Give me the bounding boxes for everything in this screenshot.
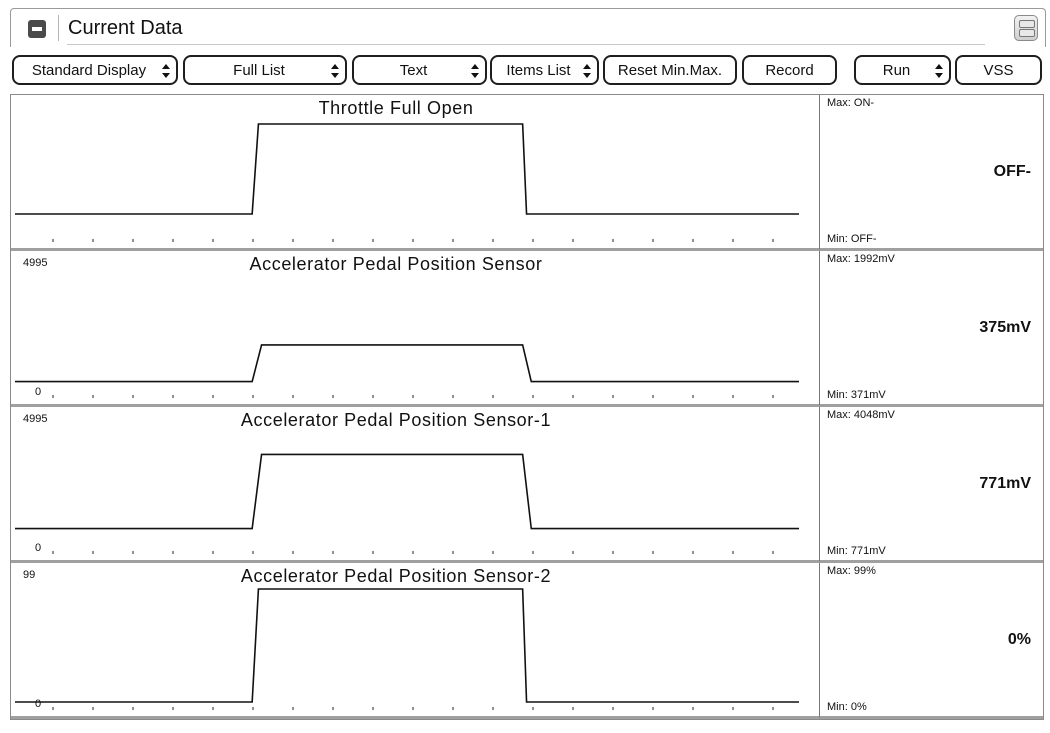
items-list-select[interactable] xyxy=(490,55,599,85)
app-sensor-1-graph xyxy=(11,407,819,563)
layout-toggle-top xyxy=(1019,20,1035,28)
title-bar xyxy=(10,8,1046,47)
reset-minmax-button-label: Reset Min.Max. xyxy=(617,61,723,79)
full-list-select-label: Full List xyxy=(233,61,285,79)
graph-title: Accelerator Pedal Position Sensor-1 xyxy=(240,410,552,430)
app-sensor-graph xyxy=(11,251,819,407)
reset-minmax-button[interactable] xyxy=(603,55,737,85)
app-sensor-1-value-panel xyxy=(819,407,1043,563)
spinner-icon xyxy=(331,63,339,79)
signal-trace xyxy=(15,124,799,214)
max-value: Max: 99% xyxy=(827,565,876,577)
current-value: 771mV xyxy=(979,474,1031,492)
items-list-select-label: Items List xyxy=(506,61,571,79)
spinner-icon xyxy=(935,63,943,79)
layout-toggle-icon[interactable] xyxy=(1014,15,1038,41)
min-value: Min: 371mV xyxy=(827,389,886,401)
spinner-icon xyxy=(162,63,170,79)
graph-area xyxy=(10,94,1044,720)
current-value: 375mV xyxy=(979,318,1031,336)
throttle-full-open-value-panel xyxy=(819,95,1043,251)
run-select[interactable] xyxy=(854,55,951,85)
y-axis-min-label: 0 xyxy=(35,386,42,398)
signal-trace xyxy=(15,589,799,702)
y-axis-min-label: 0 xyxy=(35,698,42,710)
spinner-icon xyxy=(471,63,479,79)
y-axis-max-label: 99 xyxy=(23,569,36,581)
vss-button-label: VSS xyxy=(983,61,1014,79)
max-value: Max: ON- xyxy=(827,97,875,109)
text-select[interactable] xyxy=(352,55,487,85)
standard-display-select[interactable] xyxy=(12,55,178,85)
title-underline xyxy=(67,44,985,45)
current-value: 0% xyxy=(1007,630,1031,648)
app-sensor-value-panel xyxy=(819,251,1043,407)
standard-display-select-label: Standard Display xyxy=(31,61,147,79)
collapse-icon[interactable] xyxy=(28,20,46,38)
layout-toggle-bottom xyxy=(1019,29,1035,37)
max-value: Max: 1992mV xyxy=(827,253,895,265)
spinner-icon xyxy=(583,63,591,79)
graph-title: Throttle Full Open xyxy=(318,98,474,118)
vss-button[interactable] xyxy=(955,55,1042,85)
record-button[interactable] xyxy=(742,55,837,85)
max-value: Max: 4048mV xyxy=(827,409,895,421)
min-value: Min: 771mV xyxy=(827,545,886,557)
y-axis-max-label: 4995 xyxy=(23,257,48,269)
signal-trace xyxy=(15,345,799,382)
throttle-full-open-plot xyxy=(11,95,819,248)
min-value: Min: 0% xyxy=(827,701,867,713)
page-title: Current Data xyxy=(68,17,183,39)
y-axis-max-label: 4995 xyxy=(23,413,48,425)
throttle-full-open-graph xyxy=(11,95,819,251)
graph-title: Accelerator Pedal Position Sensor xyxy=(249,254,543,274)
y-axis-min-label: 0 xyxy=(35,542,42,554)
text-select-label: Text xyxy=(399,61,428,79)
toolbar xyxy=(10,53,1044,89)
app-sensor-2-graph xyxy=(11,563,819,719)
record-button-label: Record xyxy=(765,61,814,79)
graph-title: Accelerator Pedal Position Sensor-2 xyxy=(240,566,552,586)
app-sensor-2-value-panel xyxy=(819,563,1043,719)
current-value: OFF- xyxy=(993,162,1031,180)
run-select-label: Run xyxy=(882,61,911,79)
app-sensor-plot xyxy=(11,251,819,404)
title-divider xyxy=(58,15,59,41)
min-value: Min: OFF- xyxy=(827,233,877,245)
signal-trace xyxy=(15,454,799,528)
app-sensor-1-plot xyxy=(11,407,819,560)
full-list-select[interactable] xyxy=(183,55,347,85)
app-sensor-2-plot xyxy=(11,563,819,716)
